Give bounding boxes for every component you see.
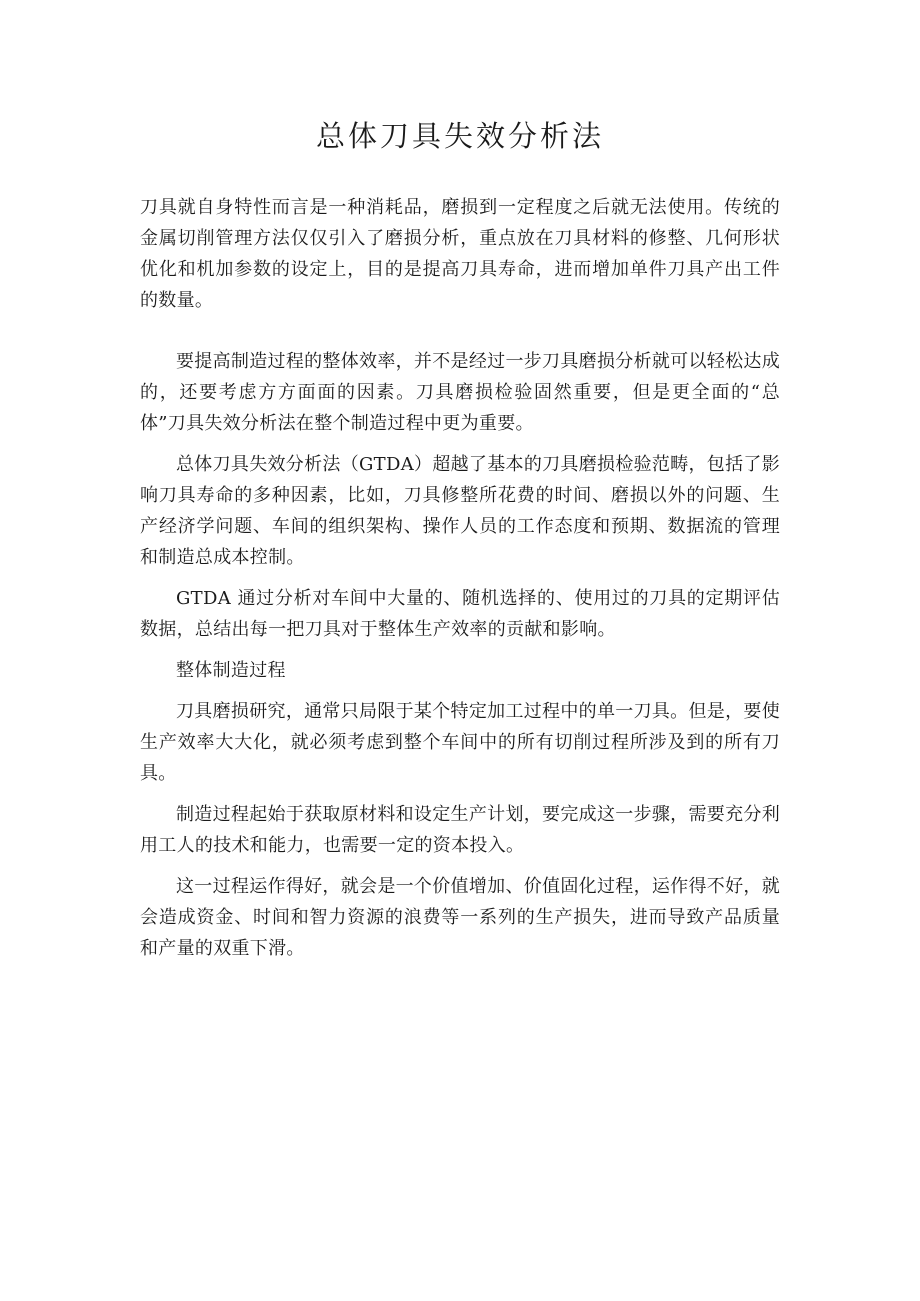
paragraph: 这一过程运作得好，就会是一个价值增加、价值固化过程，运作得不好，就会造成资金、时间和智力资源的浪费等一系列的生产损失，进而导致产品质量和产量的双重下滑。 (140, 876, 780, 959)
section-heading: 整体制造过程 (176, 660, 286, 681)
document-body (140, 192, 780, 974)
paragraph: GTDA 通过分析对车间中大量的、随机选择的、使用过的刀具的定期评估数据，总结出每一把刀具对于整体生产效率的贡献和影响。 (140, 588, 780, 640)
paragraph: 总体刀具失效分析法（GTDA）超越了基本的刀具磨损检验范畴，包括了影响刀具寿命的多种因素，比如，刀具修整所花费的时间、磨损以外的问题、生产经济学问题、车间的组织架构、操作人员的工作态度和预期、数据流的管理和制造总成本控制。 (140, 454, 781, 568)
paragraph-intro: 刀具就自身特性而言是一种消耗品，磨损到一定程度之后就无法使用。传统的金属切削管理方法仅仅引入了磨损分析，重点放在刀具材料的修整、几何形状优化和机加参数的设定上，目的是提高刀具寿命，进而增加单件刀具产出工件的数量。 (140, 197, 780, 311)
paragraph: 要提高制造过程的整体效率，并不是经过一步刀具磨损分析就可以轻松达成的，还要考虑方方面面的因素。刀具磨损检验固然重要，但是更全面的“总体”刀具失效分析法在整个制造过程中更为重要。 (140, 351, 780, 434)
page-title: 总体刀具失效分析法 (315, 119, 604, 153)
paragraph: 制造过程起始于获取原材料和设定生产计划，要完成这一步骤，需要充分利用工人的技术和能力，也需要一定的资本投入。 (140, 804, 780, 856)
paragraph: 刀具磨损研究，通常只局限于某个特定加工过程中的单一刀具。但是，要使生产效率大大化，就必须考虑到整个车间中的所有切削过程所涉及到的所有刀具。 (140, 701, 780, 784)
